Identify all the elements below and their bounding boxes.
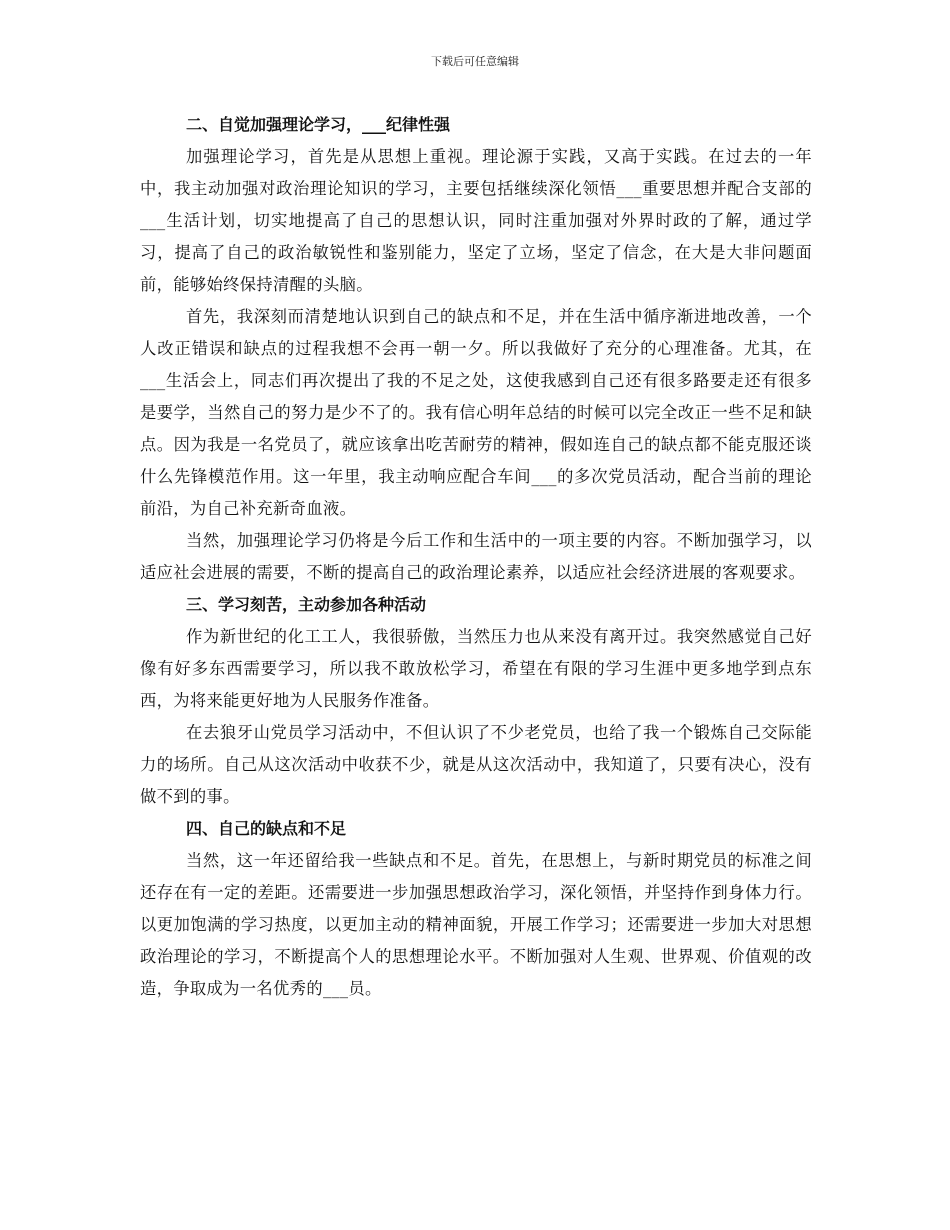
paragraph: 当然，加强理论学习仍将是今后工作和生活中的一项主要的内容。不断加强学习，以适应社会进展的需要，不断的提高自己的政治理论素养，以适应社会经济进展的客观要求。 xyxy=(140,531,812,582)
section-heading: 四、自己的缺点和不足 xyxy=(186,819,347,838)
section-theory-study xyxy=(140,109,812,589)
section-heading: 二、自觉加强理论学习，___纪律性强 xyxy=(186,115,451,134)
section-activities xyxy=(140,589,812,813)
paragraph: 首先，我深刻而清楚地认识到自己的缺点和不足，并在生活中循序渐进地改善，一个人改正错误和缺点的过程我想不会再一朝一夕。所以我做好了充分的心理准备。尤其，在___生活会上，同志们再次提出了我的不足之处，这使我感到自己还有很多路要走还有很多是要学，当然自己的努力是少不了的。我有信心明年总结的时候可以完全改正一些不足和缺点。因为我是一名党员了，就应该拿出吃苦耐劳的精神，假如连自己的缺点都不能克服还谈什么先锋模范作用。这一年里，我主动响应配合车间___的多次党员活动，配合当前的理论前沿，为自己补充新奇血液。 xyxy=(140,307,812,518)
document-body xyxy=(140,109,812,1005)
page-header: 下载后可任意编辑 xyxy=(431,55,519,68)
paragraph: 在去狼牙山党员学习活动中，不但认识了不少老党员，也给了我一个锻炼自己交际能力的场所。自己从这次活动中收获不少，就是从这次活动中，我知道了，只要有决心，没有做不到的事。 xyxy=(140,723,812,806)
paragraph: 加强理论学习，首先是从思想上重视。理论源于实践，又高于实践。在过去的一年中，我主动加强对政治理论知识的学习，主要包括继续深化领悟___重要思想并配合支部的___生活计划，切实地提高了自己的思想认识，同时注重加强对外界时政的了解，通过学习，提高了自己的政治敏锐性和鉴别能力，坚定了立场，坚定了信念，在大是大非问题面前，能够始终保持清醒的头脑。 xyxy=(140,147,812,294)
section-heading: 三、学习刻苦，主动参加各种活动 xyxy=(186,595,427,614)
paragraph: 当然，这一年还留给我一些缺点和不足。首先，在思想上，与新时期党员的标准之间还存在有一定的差距。还需要进一步加强思想政治学习，深化领悟，并坚持作到身体力行。以更加饱满的学习热度，以更加主动的精神面貌，开展工作学习；还需要进一步加大对思想政治理论的学习，不断提高个人的思想理论水平。不断加强对人生观、世界观、价值观的改造，争取成为一名优秀的___员。 xyxy=(140,851,812,998)
section-shortcomings xyxy=(140,813,812,1005)
paragraph: 作为新世纪的化工工人，我很骄傲，当然压力也从来没有离开过。我突然感觉自己好像有好多东西需要学习，所以我不敢放松学习，希望在有限的学习生涯中更多地学到点东西，为将来能更好地为人民服务作准备。 xyxy=(140,627,812,710)
